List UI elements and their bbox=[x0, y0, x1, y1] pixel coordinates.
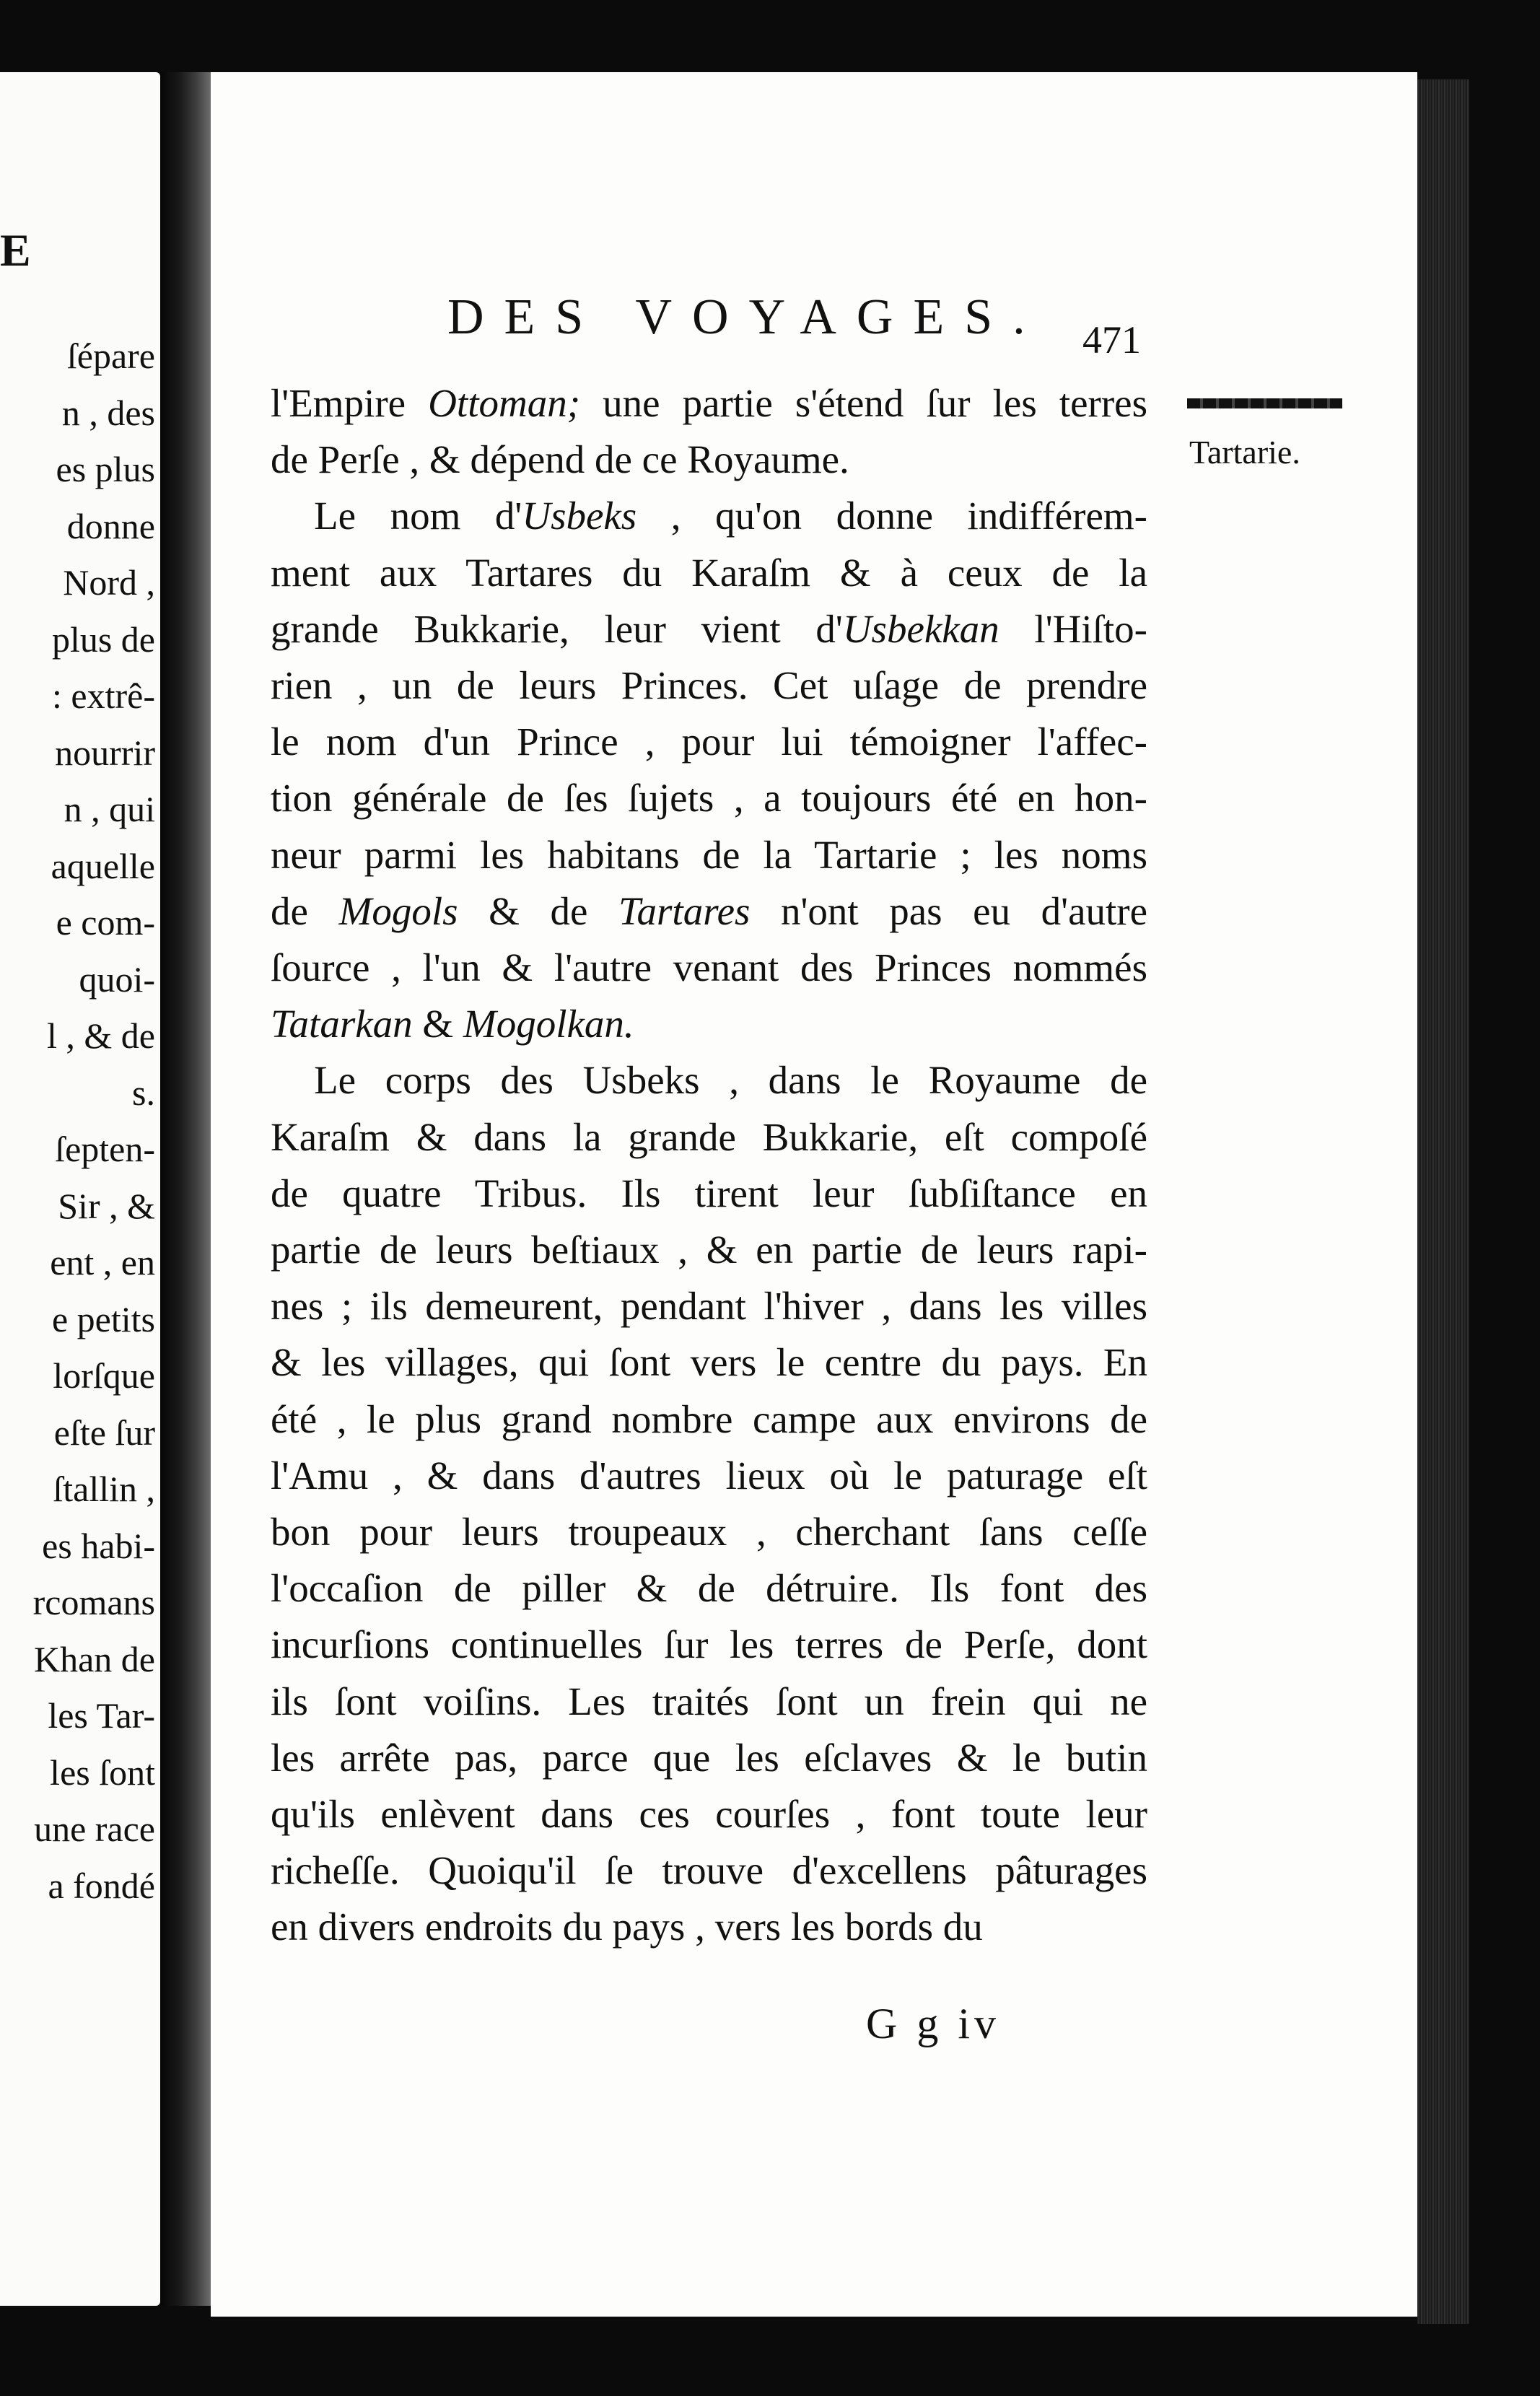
left-page-line: lorſque bbox=[53, 1355, 155, 1396]
text-segment: Karaſm & dans la grande Bukkarie, eſt compoſé bbox=[271, 1114, 1147, 1159]
text-segment: nes ; ils demeurent, pendant l'hiver , dans les villes bbox=[271, 1284, 1147, 1329]
left-page-line: n , des bbox=[61, 392, 155, 433]
text-segment: incurſions continuelles ſur les terres de Perſe, dont bbox=[271, 1622, 1147, 1667]
left-page-line: a fondé bbox=[48, 1865, 155, 1906]
text-segment: Le nom d' bbox=[314, 494, 522, 538]
left-page-line: ent , en bbox=[50, 1242, 155, 1282]
text-line bbox=[271, 1674, 1147, 1730]
text-segment: Mogols bbox=[338, 888, 458, 933]
text-segment: Tatarkan bbox=[271, 1002, 413, 1046]
text-segment: ils ſont voiſins. Les traités ſont un frein qui ne bbox=[271, 1679, 1147, 1723]
left-page-line: e com- bbox=[56, 902, 155, 943]
text-segment: été , le plus grand nombre campe aux environs de bbox=[271, 1396, 1147, 1441]
text-line bbox=[271, 1504, 1147, 1560]
left-page-line: donne bbox=[66, 505, 155, 546]
margin-note: Tartarie. bbox=[1189, 434, 1300, 471]
text-line bbox=[271, 1109, 1147, 1166]
left-page-heading: E bbox=[0, 224, 31, 276]
text-segment: rien , un de leurs Princes. Cet uſage de prendre bbox=[271, 663, 1147, 708]
body-text bbox=[271, 375, 1147, 1956]
left-page-line: aquelle bbox=[51, 845, 155, 886]
left-page-line: Khan de bbox=[34, 1638, 155, 1679]
text-segment: n'ont pas eu d'autre bbox=[750, 888, 1147, 933]
text-line bbox=[271, 940, 1147, 996]
text-line bbox=[271, 657, 1147, 714]
text-line bbox=[271, 827, 1147, 883]
text-line bbox=[271, 1786, 1147, 1842]
text-line bbox=[271, 545, 1147, 601]
text-line bbox=[271, 1278, 1147, 1334]
text-segment: de quatre Tribus. Ils tirent leur ſubſiſtance en bbox=[271, 1171, 1147, 1215]
text-segment: & bbox=[412, 1002, 463, 1046]
text-segment: en divers endroits du pays , vers les bords du bbox=[271, 1905, 983, 1949]
text-segment: l'Empire bbox=[271, 381, 429, 425]
text-line bbox=[271, 1730, 1147, 1786]
text-segment: une partie s'étend ſur les terres bbox=[580, 381, 1147, 425]
text-segment: les arrête pas, parce que les eſclaves & le butin bbox=[271, 1735, 1147, 1780]
left-page-line: : extrê- bbox=[52, 675, 155, 716]
signature-mark: G g iv bbox=[866, 2000, 1000, 2047]
paragraph-2 bbox=[271, 488, 1147, 1052]
text-line bbox=[271, 1842, 1147, 1899]
text-line bbox=[271, 883, 1147, 940]
left-page-line: ſépare bbox=[66, 336, 155, 376]
text-segment: neur parmi les habitans de la Tartarie ; les noms bbox=[271, 832, 1147, 877]
text-segment: l'Amu , & dans d'autres lieux où le paturage eſt bbox=[271, 1453, 1147, 1498]
text-line bbox=[271, 1334, 1147, 1391]
text-segment: , qu'on donne indifférem- bbox=[636, 494, 1147, 538]
text-segment: & les villages, qui ſont vers le centre du pays. En bbox=[271, 1340, 1147, 1385]
text-line bbox=[271, 714, 1147, 770]
text-segment: de Perſe , & dépend de ce Royaume. bbox=[271, 437, 849, 482]
text-line bbox=[271, 1391, 1147, 1448]
text-line bbox=[271, 375, 1147, 432]
text-line bbox=[271, 1222, 1147, 1278]
left-page-line: e petits bbox=[51, 1298, 155, 1339]
left-page-line: Nord , bbox=[63, 562, 155, 603]
text-line bbox=[271, 601, 1147, 657]
text-segment: Usbekkan bbox=[842, 606, 999, 651]
text-line bbox=[271, 1052, 1147, 1109]
left-page-line: nourrir bbox=[55, 732, 155, 773]
text-segment: Tartares bbox=[618, 888, 751, 933]
text-line bbox=[271, 1166, 1147, 1222]
text-segment: Mogolkan. bbox=[463, 1002, 634, 1046]
left-page-line: une race bbox=[34, 1809, 155, 1849]
left-page-line: plus de bbox=[51, 618, 155, 660]
page-edges bbox=[1417, 79, 1469, 2324]
margin-rule bbox=[1187, 398, 1342, 408]
text-segment: Le corps des Usbeks , dans le Royaume de bbox=[314, 1058, 1147, 1103]
text-line bbox=[271, 996, 1147, 1052]
page-number: 471 bbox=[1082, 318, 1141, 362]
text-segment: Ottoman; bbox=[428, 381, 581, 425]
text-segment: tion générale de ſes ſujets , a toujours été en hon- bbox=[271, 776, 1147, 821]
text-line bbox=[271, 770, 1147, 826]
text-segment: partie de leurs beſtiaux , & en partie de leurs rapi- bbox=[271, 1228, 1147, 1272]
paragraph-3 bbox=[271, 1052, 1147, 1955]
text-line bbox=[271, 1448, 1147, 1504]
text-segment: ment aux Tartares du Karaſm & à ceux de la bbox=[271, 550, 1147, 595]
text-segment: grande Bukkarie, leur vient d' bbox=[271, 606, 843, 651]
text-segment: ſource , l'un & l'autre venant des Princes nommés bbox=[271, 945, 1147, 990]
left-page-line: quoi- bbox=[79, 958, 155, 1000]
text-segment: & de bbox=[458, 888, 618, 933]
text-line bbox=[271, 1899, 1147, 1955]
left-page-line: les Tar- bbox=[48, 1695, 155, 1736]
left-page-line: es plus bbox=[56, 449, 155, 489]
text-line bbox=[271, 1617, 1147, 1673]
left-page-line: eſte ſur bbox=[53, 1412, 155, 1453]
left-page-line: s. bbox=[132, 1072, 155, 1113]
left-page-line: les ſont bbox=[50, 1752, 155, 1793]
text-segment: le nom d'un Prince , pour lui témoigner l'affec- bbox=[271, 720, 1147, 764]
text-line bbox=[271, 432, 1147, 488]
paragraph-1 bbox=[271, 375, 1147, 488]
text-segment: bon pour leurs troupeaux , cherchant ſans ceſſe bbox=[271, 1510, 1147, 1555]
text-segment: l'Hiſto- bbox=[999, 606, 1147, 651]
left-page-line: l , & de bbox=[47, 1015, 155, 1056]
text-segment: richeſſe. Quoiqu'il ſe trouve d'excellens pâturages bbox=[271, 1848, 1147, 1893]
left-page-line: n , qui bbox=[64, 789, 155, 829]
text-segment: qu'ils enlèvent dans ces courſes , font toute leur bbox=[271, 1792, 1147, 1837]
left-page-line: Sir , & bbox=[58, 1185, 155, 1226]
left-page-line: ſepten- bbox=[55, 1129, 155, 1169]
text-segment: l'occaſion de piller & de détruire. Ils font des bbox=[271, 1566, 1147, 1611]
text-segment: de bbox=[271, 888, 339, 933]
left-page-line: ſtallin , bbox=[53, 1469, 155, 1509]
book-gutter bbox=[160, 72, 211, 2306]
left-page-line: rcomans bbox=[32, 1582, 155, 1622]
text-line bbox=[271, 1560, 1147, 1617]
text-line bbox=[271, 488, 1147, 544]
running-head: DES VOYAGES. bbox=[447, 289, 1046, 345]
text-segment: Usbeks bbox=[522, 494, 637, 538]
left-page-line: es habi- bbox=[42, 1525, 155, 1566]
